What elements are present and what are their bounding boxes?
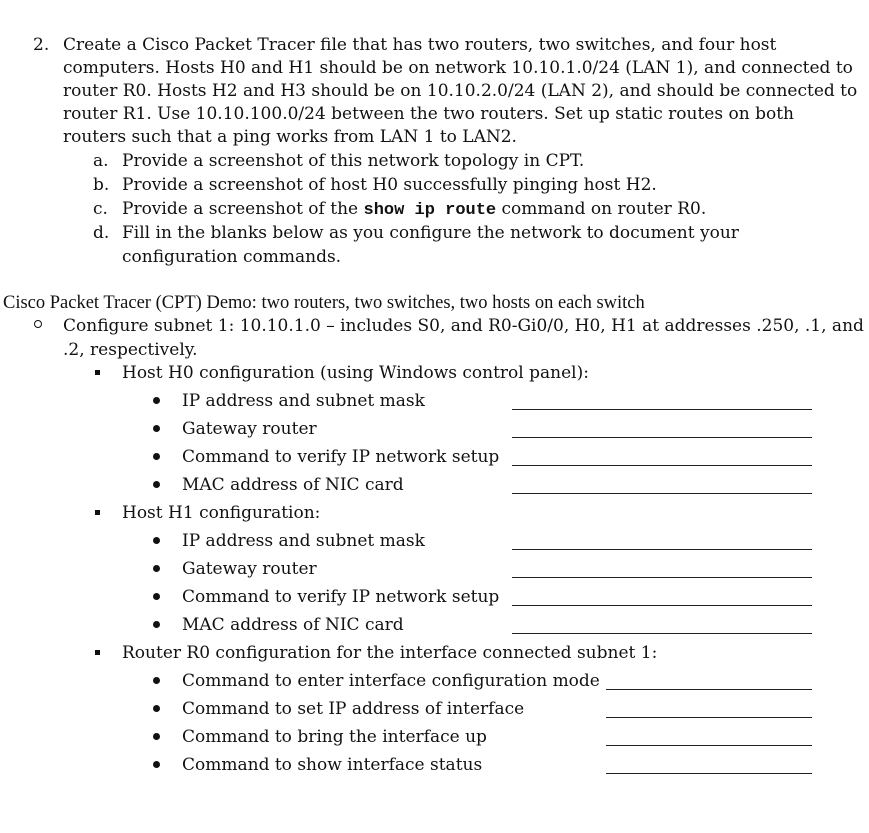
r0-item-set-ip: Command to set IP address of interface [182,699,525,719]
demo-title: Cisco Packet Tracer (CPT) Demo: two routers, two switches, two hosts on each switch [3,293,645,313]
subnet-line-2: .2, respectively. [63,340,198,360]
show-ip-route-code: show ip route [363,201,497,220]
h1-item-verify: Command to verify IP network setup [182,587,500,607]
h1-mac-blank [512,633,812,634]
dot-bullet-icon [153,621,160,628]
subitem-d-text: Fill in the blanks below as you configure the network to document your [122,223,739,243]
h1-ip-blank [512,549,812,550]
h0-verify-blank [512,465,812,466]
subitem-d-letter: d. [93,223,110,243]
dot-bullet-icon [153,565,160,572]
subitem-a-letter: a. [93,151,109,171]
subitem-b-text: Provide a screenshot of host H0 successfully pinging host H2. [122,175,657,195]
subitem-c-before: Provide a screenshot of the [122,199,364,219]
square-bullet-icon [95,370,100,375]
h0-heading: Host H0 configuration (using Windows control panel): [122,363,589,383]
dot-bullet-icon [153,705,160,712]
dot-bullet-icon [153,481,160,488]
r0-set-ip-blank [606,717,812,718]
dot-bullet-icon [153,537,160,544]
h0-item-gateway: Gateway router [182,419,317,439]
h1-item-gateway: Gateway router [182,559,317,579]
subitem-c-letter: c. [93,199,108,219]
square-bullet-icon [95,510,100,515]
h0-item-mac: MAC address of NIC card [182,475,404,495]
r0-item-enter-config: Command to enter interface configuration mode [182,671,600,691]
subnet-line-1: Configure subnet 1: 10.10.1.0 – includes S0, and R0-Gi0/0, H0, H1 at addresses .250, .1, and [63,316,864,336]
r0-item-bring-up: Command to bring the interface up [182,727,487,747]
dot-bullet-icon [153,733,160,740]
subitem-c-after: command on router R0. [496,199,707,219]
dot-bullet-icon [153,425,160,432]
subitem-b-letter: b. [93,175,110,195]
hollow-bullet-icon [34,320,42,328]
r0-enter-config-blank [606,689,812,690]
h1-item-mac: MAC address of NIC card [182,615,404,635]
question-line-3: router R0. Hosts H2 and H3 should be on 10.10.2.0/24 (LAN 2), and should be connected to [63,81,858,101]
h1-gateway-blank [512,577,812,578]
dot-bullet-icon [153,397,160,404]
r0-show-status-blank [606,773,812,774]
h0-gateway-blank [512,437,812,438]
h1-verify-blank [512,605,812,606]
h0-ip-blank [512,409,812,410]
r0-heading: Router R0 configuration for the interface connected subnet 1: [122,643,658,663]
subitem-d-text-2: configuration commands. [122,247,342,267]
r0-item-show-status: Command to show interface status [182,755,483,775]
question-number: 2. [33,35,50,55]
h0-mac-blank [512,493,812,494]
dot-bullet-icon [153,677,160,684]
dot-bullet-icon [153,761,160,768]
subitem-c-text [122,198,706,222]
h0-item-verify: Command to verify IP network setup [182,447,500,467]
question-line-4: router R1. Use 10.10.100.0/24 between the two routers. Set up static routes on both [63,104,794,124]
question-line-5: routers such that a ping works from LAN 1 to LAN2. [63,127,517,147]
question-line-2: computers. Hosts H0 and H1 should be on network 10.10.1.0/24 (LAN 1), and connected to [63,58,853,78]
dot-bullet-icon [153,593,160,600]
question-line-1: Create a Cisco Packet Tracer file that has two routers, two switches, and four host [63,35,777,55]
h0-item-ip: IP address and subnet mask [182,391,425,411]
subitem-a-text: Provide a screenshot of this network topology in CPT. [122,151,585,171]
h1-heading: Host H1 configuration: [122,503,321,523]
square-bullet-icon [95,650,100,655]
h1-item-ip: IP address and subnet mask [182,531,425,551]
r0-bring-up-blank [606,745,812,746]
dot-bullet-icon [153,453,160,460]
